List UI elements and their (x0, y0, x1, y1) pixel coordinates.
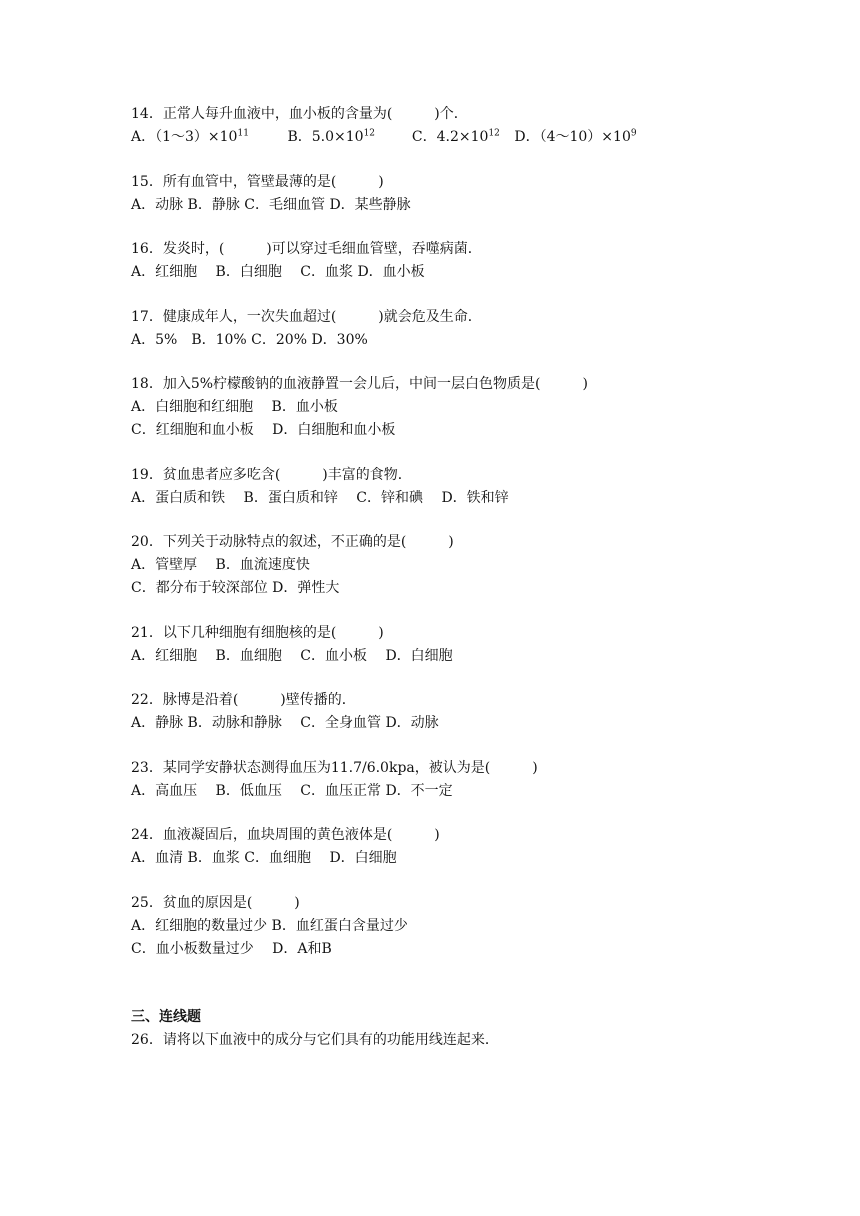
question-stem: 22．脉博是沿着( )壁传播的． (131, 692, 356, 708)
option-d: D．$(4\sim 10)\times 10^9$ (514, 128, 637, 145)
question-options (131, 126, 811, 149)
option-c: C．$4.2\times 10^{12}$ (411, 128, 500, 145)
question-options: A．静脉 B．动脉和静脉 C．全身血管 D．动脉 (131, 715, 439, 731)
question-options: A．红细胞 B．血细胞 C．血小板 D．白细胞 (131, 648, 453, 664)
question-26: 26．请将以下血液中的成分与它们具有的功能用线连起来． (131, 1032, 499, 1048)
question-19 (131, 464, 811, 510)
question-options: C．都分布于较深部位 D．弹性大 (131, 580, 340, 596)
option-a: A．$(1\sim 3)\times 10^{11}$ (131, 128, 249, 145)
question-stem: 19．贫血患者应多吃含( )丰富的食物． (131, 467, 412, 483)
question-14 (131, 103, 811, 149)
question-options: A．红细胞 B．白细胞 C．血浆 D．血小板 (131, 264, 425, 280)
question-options: C．血小板数量过少 D．A和B (131, 941, 332, 957)
question-22 (131, 689, 811, 735)
question-stem: 16．发炎时，( )可以穿过毛细血管壁，吞噬病菌． (131, 241, 482, 257)
question-25 (131, 892, 811, 961)
question-stem: 15．所有血管中，管壁最薄的是( ) (131, 174, 384, 190)
question-18 (131, 373, 811, 442)
question-options: A．管壁厚 B．血流速度快 (131, 557, 310, 573)
question-options: A．动脉 B．静脉 C．毛细血管 D．某些静脉 (131, 197, 411, 213)
question-stem: 20．下列关于动脉特点的叙述，不正确的是( ) (131, 534, 454, 550)
question-options: C．红细胞和血小板 D．白细胞和血小板 (131, 422, 396, 438)
option-b: B．$5.0\times 10^{12}$ (287, 128, 376, 145)
question-options: A．红细胞的数量过少 B．血红蛋白含量过少 (131, 918, 408, 934)
question-stem: 21．以下几种细胞有细胞核的是( ) (131, 625, 384, 641)
question-21 (131, 622, 811, 668)
question-20 (131, 531, 811, 600)
question-options: A．高血压 B．低血压 C．血压正常 D．不一定 (131, 783, 453, 799)
question-options: A．蛋白质和铁 B．蛋白质和锌 C．锌和碘 D．铁和锌 (131, 490, 509, 506)
question-24 (131, 824, 811, 870)
section-title: 三、连线题 (131, 1009, 201, 1025)
question-stem: 18．加入5%柠檬酸钠的血液静置一会儿后，中间一层白色物质是( ) (131, 376, 588, 392)
question-options: A．白细胞和红细胞 B．血小板 (131, 399, 338, 415)
question-stem: 25．贫血的原因是( ) (131, 895, 300, 911)
question-23 (131, 757, 811, 803)
question-17 (131, 306, 811, 352)
question-15 (131, 171, 811, 217)
question-options: A．5% B．10% C．20% D．30% (131, 332, 368, 348)
question-16 (131, 238, 811, 284)
question-options: A．血清 B．血浆 C．血细胞 D．白细胞 (131, 850, 397, 866)
question-stem: 23．某同学安静状态测得血压为11.7/6.0kpa，被认为是( ) (131, 760, 538, 776)
question-stem: 14．正常人每升血液中，血小板的含量为( )个． (131, 106, 468, 122)
question-stem: 17．健康成年人，一次失血超过( )就会危及生命． (131, 309, 482, 325)
question-stem: 24．血液凝固后，血块周围的黄色液体是( ) (131, 827, 440, 843)
